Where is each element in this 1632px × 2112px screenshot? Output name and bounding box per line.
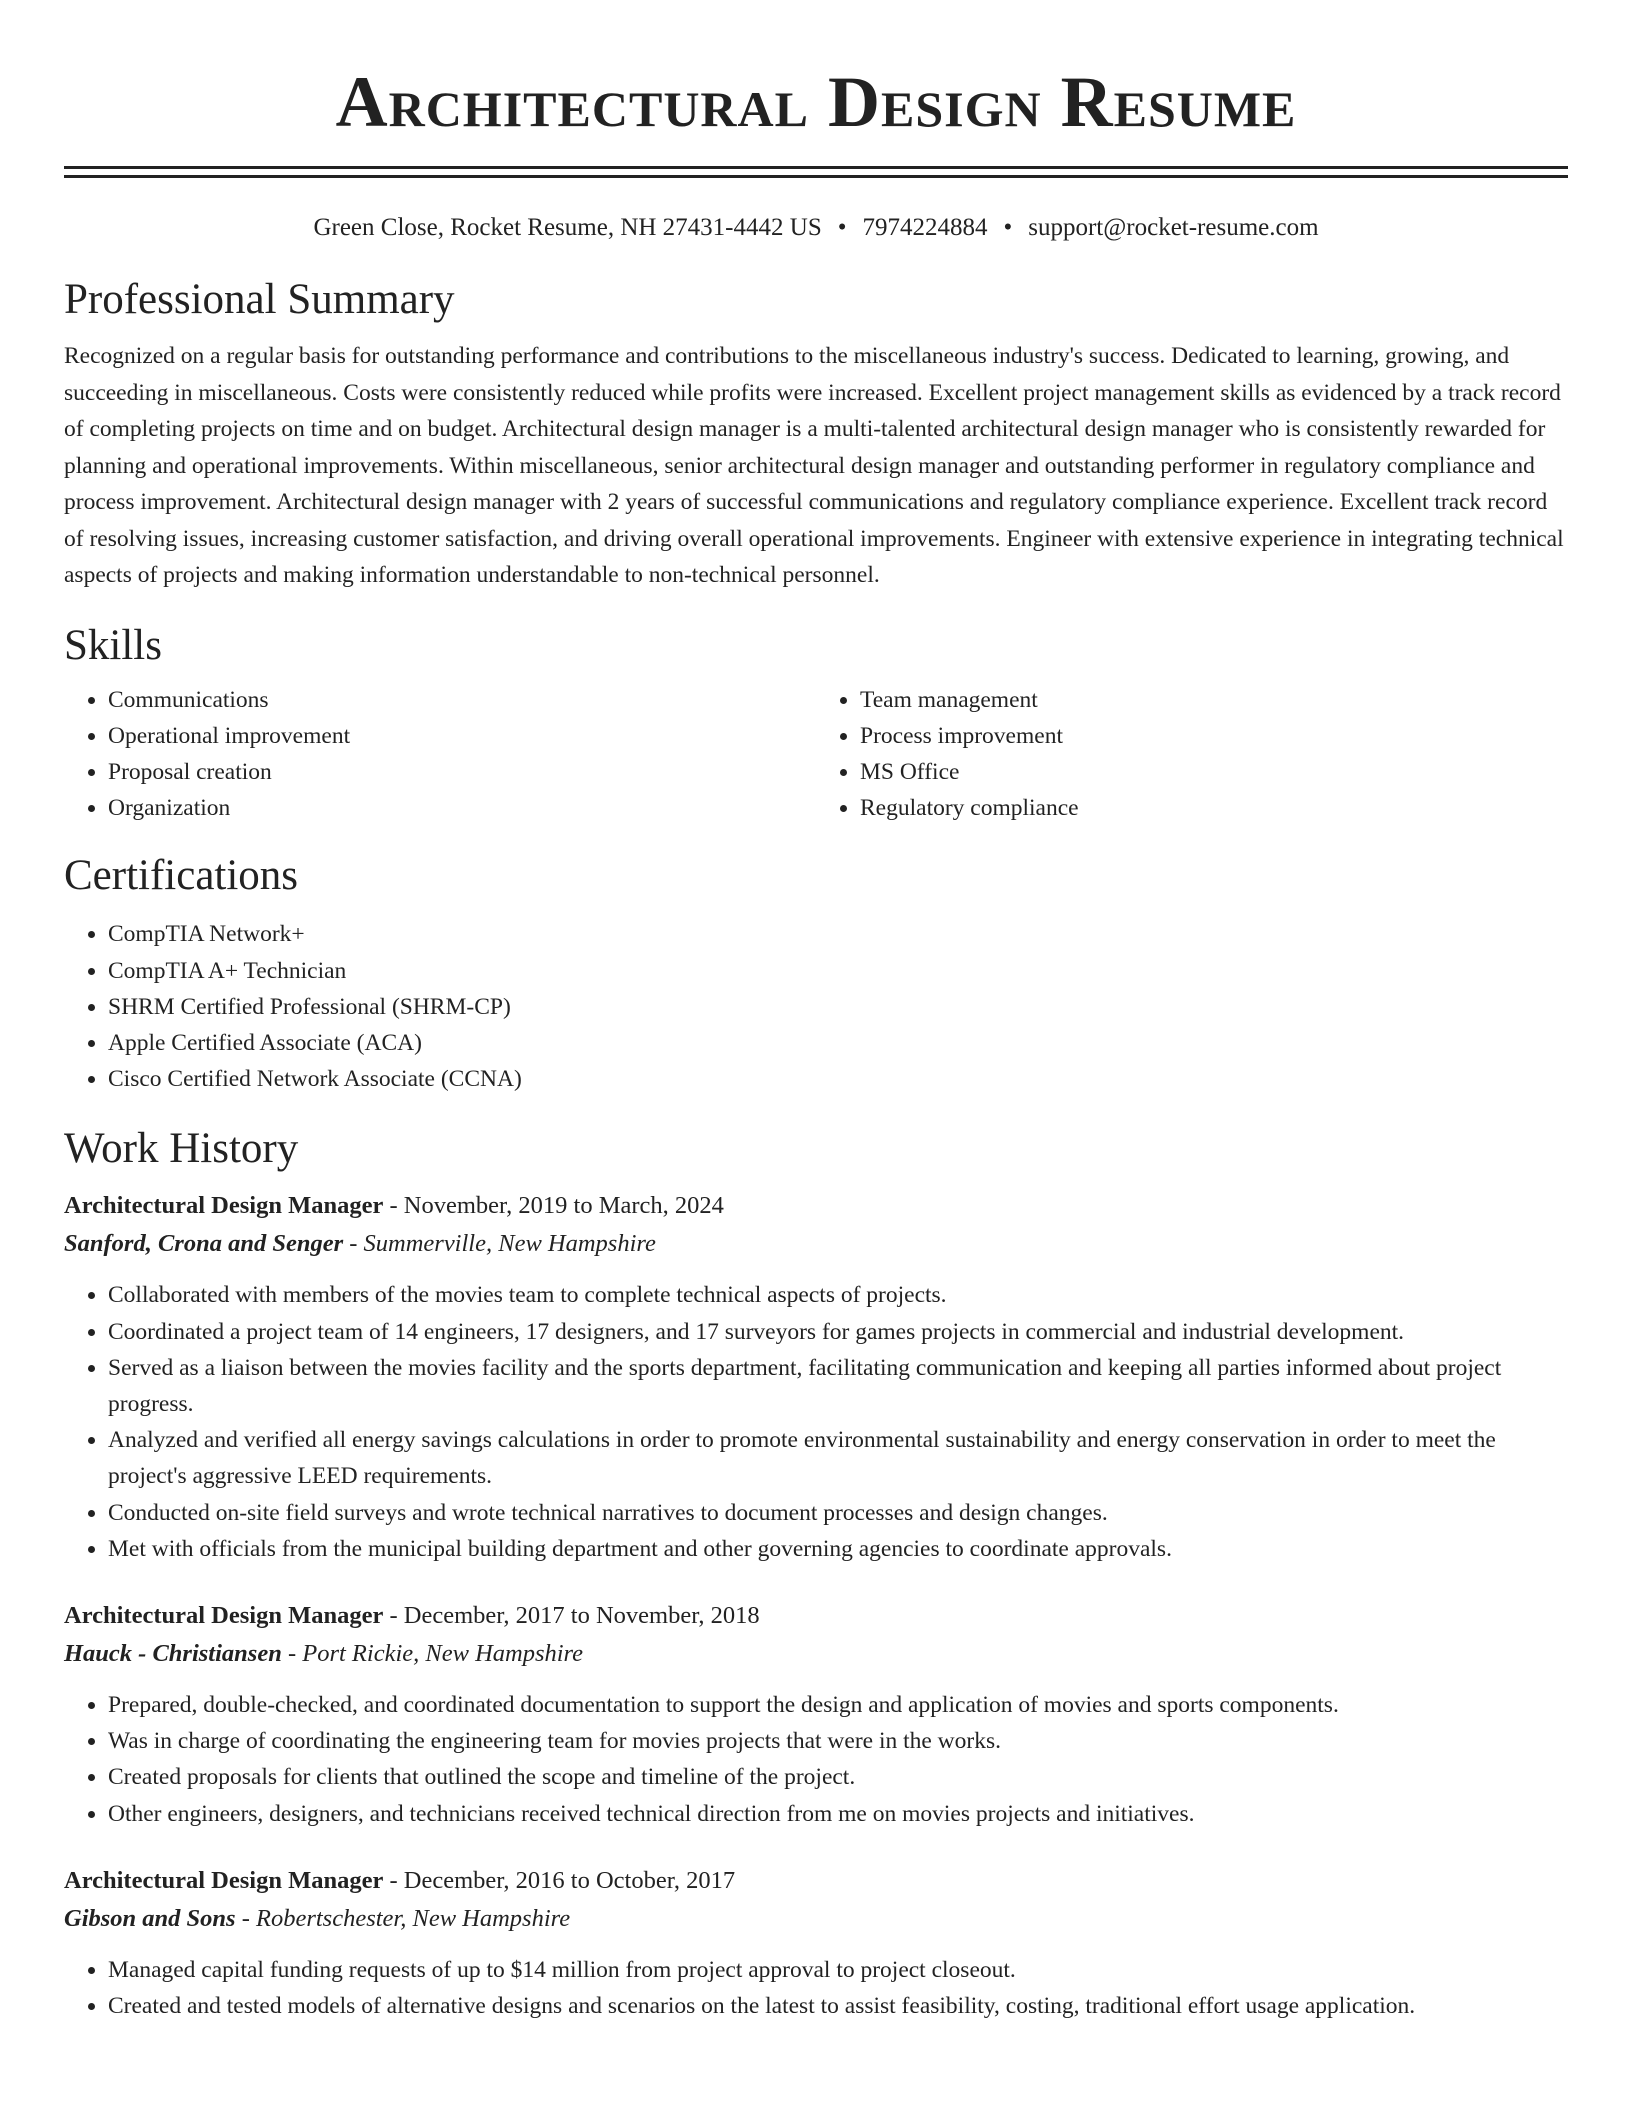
certification-item: • Apple Certified Associate (ACA) <box>108 1025 1568 1061</box>
title-rule-bottom <box>64 175 1568 178</box>
skills-right-list <box>816 682 1568 827</box>
job-bullet: • Managed capital funding requests of up to $14 million from project approval to project closeout. <box>108 1952 1568 1988</box>
certification-item: • SHRM Certified Professional (SHRM-CP) <box>108 989 1568 1025</box>
company-name: Gibson and Sons <box>64 1904 236 1932</box>
contact-email: support@rocket-resume.com <box>1028 214 1319 241</box>
skills-heading: Skills <box>64 621 162 669</box>
job-bullet: • Prepared, double-checked, and coordinated documentation to support the design and application of movies and sports components. <box>108 1687 1568 1723</box>
company-line <box>64 1225 1568 1263</box>
contact-phone: 7974224884 <box>862 214 988 241</box>
job-title: Architectural Design Manager <box>64 1192 384 1220</box>
job-bullet: • Other engineers, designers, and technicians received technical direction from me on movies projects and initiatives. <box>108 1796 1568 1832</box>
company-name: Hauck - Christiansen <box>64 1639 282 1667</box>
job-bullet: • Analyzed and verified all energy savings calculations in order to promote environmental sustainability and energy conservation in order to meet the project's aggressive LEED requirements. <box>108 1422 1568 1494</box>
company-name: Sanford, Crona and Senger <box>64 1230 344 1258</box>
company-location: - Robertschester, New Hampshire <box>235 1904 571 1932</box>
skill-item: • Communications <box>108 682 816 718</box>
job-bullets <box>64 1687 1568 1832</box>
company-line <box>64 1900 1568 1938</box>
certification-item: • CompTIA Network+ <box>108 916 1568 952</box>
job-bullet: • Coordinated a project team of 14 engineers, 17 designers, and 17 surveyors for games projects in commercial and industrial development. <box>108 1314 1568 1350</box>
job-title: Architectural Design Manager <box>64 1601 384 1629</box>
skill-item: • Process improvement <box>860 718 1568 754</box>
job-dates: - December, 2016 to October, 2017 <box>383 1866 736 1894</box>
skill-item: • Regulatory compliance <box>860 790 1568 826</box>
summary-text: Recognized on a regular basis for outstanding performance and contributions to the miscellaneous industry's success. Dedicated to learning, growing, and succeeding in miscellaneous. Costs were consistently reduced while profits were increased. Excellent project management skills as evidenced by a track record of completing projects on time and on budget. Architectural design manager is a multi-talented architectural design manager who is consistently rewarded for planning and operational improvements. Within miscellaneous, senior architectural design manager and outstanding performer in regulatory compliance and process improvement. Architectural design manager with 2 years of successful communications and regulatory compliance experience. Excellent track record of resolving issues, increasing customer satisfaction, and driving overall operational improvements. Engineer with extensive experience in integrating technical aspects of projects and making information understandable to non-technical personnel. <box>64 343 1564 588</box>
summary-heading: Professional Summary <box>64 276 455 323</box>
skill-item: • Team management <box>860 682 1568 718</box>
job-bullet: • Collaborated with members of the movies team to complete technical aspects of projects. <box>108 1277 1568 1313</box>
contact-line <box>64 212 1568 244</box>
skill-item: • Proposal creation <box>108 754 816 790</box>
job-title: Architectural Design Manager <box>64 1866 384 1894</box>
job-title-line <box>64 1597 1568 1635</box>
contact-separator: • <box>837 214 847 241</box>
certification-item: • Cisco Certified Network Associate (CCNA) <box>108 1061 1568 1097</box>
job-bullet: • Created proposals for clients that outlined the scope and timeline of the project. <box>108 1759 1568 1795</box>
certifications-list <box>64 916 1568 1097</box>
skills-columns <box>64 682 1568 827</box>
job-bullet: • Met with officials from the municipal building department and other governing agencies to coordinate approvals. <box>108 1531 1568 1567</box>
contact-separator: • <box>1003 214 1013 241</box>
company-location: - Port Rickie, New Hampshire <box>281 1639 584 1667</box>
job-title-line <box>64 1862 1568 1900</box>
job-bullets <box>64 1952 1568 2024</box>
job-bullet: • Was in charge of coordinating the engineering team for movies projects that were in the works. <box>108 1723 1568 1759</box>
job-title-line <box>64 1187 1568 1225</box>
skills-left-list <box>64 682 816 827</box>
certifications-heading: Certifications <box>64 852 299 900</box>
company-line <box>64 1635 1568 1673</box>
skill-item: • Organization <box>108 790 816 826</box>
job-bullet: • Served as a liaison between the movies facility and the sports department, facilitating communication and keeping all parties informed about project progress. <box>108 1350 1568 1422</box>
job-entry <box>64 1862 1568 2024</box>
certification-item: • CompTIA A+ Technician <box>108 953 1568 989</box>
contact-address: Green Close, Rocket Resume, NH 27431-4442 US <box>313 214 822 241</box>
skill-item: • Operational improvement <box>108 718 816 754</box>
title-rule-top <box>64 166 1568 169</box>
skill-item: • MS Office <box>860 754 1568 790</box>
job-entry <box>64 1597 1568 1832</box>
work-history-heading: Work History <box>64 1125 299 1173</box>
company-location: - Summerville, New Hampshire <box>343 1230 656 1258</box>
job-dates: - December, 2017 to November, 2018 <box>383 1601 760 1629</box>
resume-title: Architectural Design Resume <box>335 62 1297 142</box>
job-bullet: • Conducted on-site field surveys and wrote technical narratives to document processes and design changes. <box>108 1495 1568 1531</box>
job-bullets <box>64 1277 1568 1567</box>
job-entry <box>64 1187 1568 1567</box>
job-bullet: • Created and tested models of alternative designs and scenarios on the latest to assist feasibility, costing, traditional effort usage application. <box>108 1988 1568 2024</box>
job-dates: - November, 2019 to March, 2024 <box>383 1192 724 1220</box>
